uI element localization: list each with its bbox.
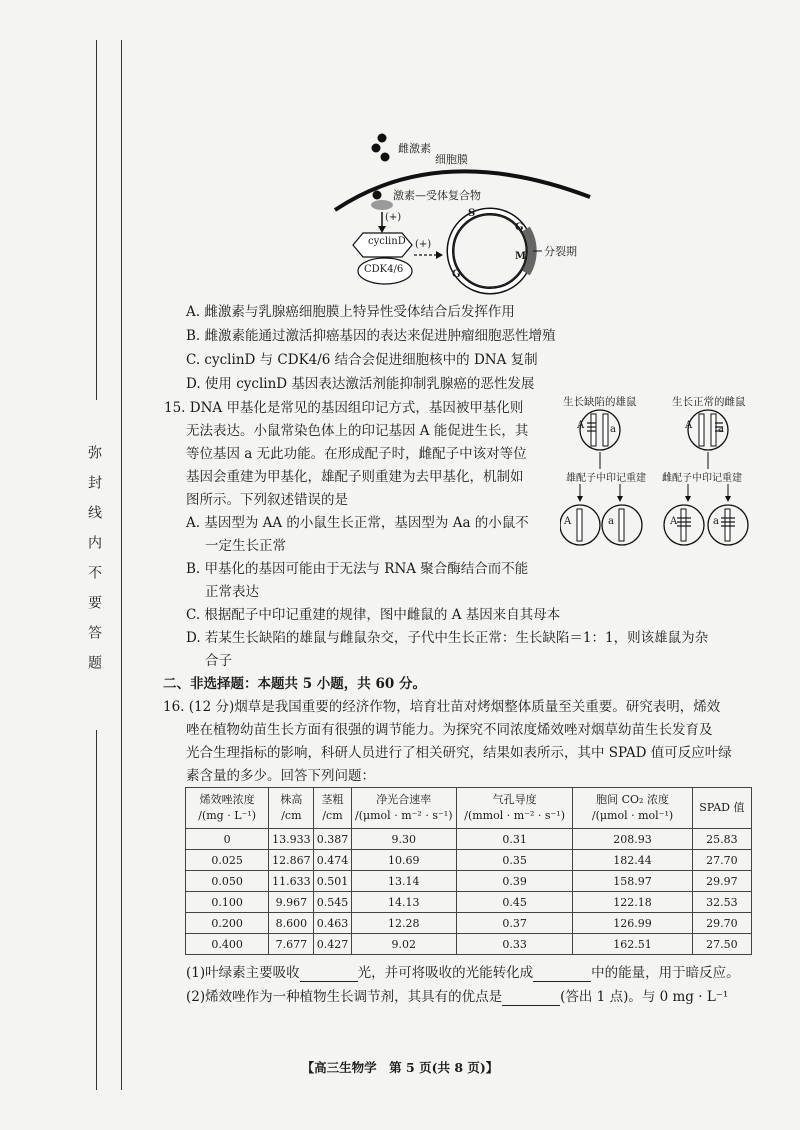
hormone-dot <box>381 153 390 162</box>
table-header-cell: 胞间 CO₂ 浓度 /(μmol · mol⁻¹) <box>573 788 692 829</box>
table-cell: 11.633 <box>269 871 314 892</box>
table-cell: 0.501 <box>314 871 351 892</box>
phase-g1-label: G <box>452 269 461 280</box>
q15-stem-line: 基因会重建为甲基化，雄配子则重建为去甲基化，机制如 <box>186 469 524 485</box>
cdk-label: CDK4/6 <box>364 264 404 275</box>
table-cell: 32.53 <box>692 892 751 913</box>
table-cell: 9.967 <box>269 892 314 913</box>
q15-allele-label: a <box>610 424 616 435</box>
q16-sub2-part2: (答出 1 点)。与 0 mg · L⁻¹ <box>560 989 729 1005</box>
table-cell: 208.93 <box>573 829 692 850</box>
binding-line-inner <box>121 40 122 1090</box>
hormone-dot <box>378 134 387 143</box>
table-cell: 13.933 <box>269 829 314 850</box>
table-cell: 12.867 <box>269 850 314 871</box>
cyclin-label: cyclinD <box>368 236 406 247</box>
q14-option-b: B. 雌激素能通过激活抑癌基因的表达来促进肿瘤细胞恶性增殖 <box>186 328 556 344</box>
q16-data-table <box>185 787 752 955</box>
table-cell: 158.97 <box>573 871 692 892</box>
q15-stem-line: 15. DNA 甲基化是常见的基因组印记方式，基因被甲基化则 <box>164 400 524 416</box>
table-cell: 0.474 <box>314 850 351 871</box>
table-row <box>186 829 752 850</box>
q15-left-caption: 雄配子中印记重建 <box>566 469 646 484</box>
q15-gamete-allele: a <box>713 516 719 527</box>
table-header-cell: 净光合速率 /(μmol · m⁻² · s⁻¹) <box>351 788 456 829</box>
table-cell: 182.44 <box>573 850 692 871</box>
q16-sub2-part1: (2)烯效唑作为一种植物生长调节剂，其具有的优点是 <box>186 989 503 1005</box>
q16-stem-line: 光合生理指标的影响，科研人员进行了相关研究，结果如表所示，其中 SPAD 值可反应叶绿 <box>186 745 732 761</box>
table-cell: 9.02 <box>351 934 456 955</box>
plus-label-vertical: (+) <box>385 212 402 223</box>
table-cell: 0.45 <box>456 892 572 913</box>
table-cell: 0.200 <box>186 913 269 934</box>
table-row <box>186 871 752 892</box>
q15-stem-line: 图所示。下列叙述错误的是 <box>186 492 348 508</box>
complex-label: 激素—受体复合物 <box>393 189 481 202</box>
q16-stem-line: 16. (12 分)烟草是我国重要的经济作物，培育壮苗对烤烟整体质量至关重要。研究表明，烯效 <box>163 699 721 715</box>
table-cell: 126.99 <box>573 913 692 934</box>
table-cell: 0.39 <box>456 871 572 892</box>
q15-option-b: B. 甲基化的基因可能由于无法与 RNA 聚合酶结合而不能 <box>186 561 529 577</box>
table-cell: 0 <box>186 829 269 850</box>
table-cell: 27.50 <box>692 934 751 955</box>
answer-blank-2[interactable] <box>533 965 591 982</box>
q15-stem-line: 等位基因 a 无此功能。在形成配子时，雌配子中该对等位 <box>186 446 527 462</box>
q16-stem-line: 素含量的多少。回答下列问题： <box>186 768 375 784</box>
table-row <box>186 934 752 955</box>
table-header-row <box>186 788 752 829</box>
table-row <box>186 850 752 871</box>
phase-s-label: S <box>468 208 476 219</box>
q15-gamete-allele: a <box>608 516 614 527</box>
table-cell: 162.51 <box>573 934 692 955</box>
binding-strip-text: 弥封线内不要答题 <box>79 400 109 730</box>
table-cell: 13.14 <box>351 871 456 892</box>
q15-left-title: 生长缺陷的雄鼠 <box>563 396 637 408</box>
table-cell: 10.69 <box>351 850 456 871</box>
table-body <box>186 829 752 955</box>
table-cell: 0.427 <box>314 934 351 955</box>
table-cell: 0.400 <box>186 934 269 955</box>
q15-allele-label: a <box>718 424 724 435</box>
hormone-dot <box>373 191 382 200</box>
table-cell: 0.545 <box>314 892 351 913</box>
q15-right-title: 生长正常的雌鼠 <box>672 396 746 408</box>
page-footer: 【高三生物学 第 5 页(共 8 页)】 <box>301 1060 499 1075</box>
q15-option-c: C. 根据配子中印记重建的规律，图中雌鼠的 A 基因来自其母本 <box>186 607 561 623</box>
table-cell: 29.70 <box>692 913 751 934</box>
table-cell: 0.050 <box>186 871 269 892</box>
q15-gamete-allele: A <box>564 516 572 527</box>
q16-sub2 <box>186 985 728 1006</box>
q16-sub1-part2: 光，并可将吸收的光能转化成 <box>357 965 534 981</box>
q15-allele-label: A <box>577 420 585 431</box>
mitosis-label: 分裂期 <box>544 245 577 258</box>
q15-option-d: D. 若某生长缺陷的雄鼠与雌鼠杂交，子代中生长正常：生长缺陷＝1：1，则该雄鼠为杂 <box>186 630 709 646</box>
table-cell: 14.13 <box>351 892 456 913</box>
table-cell: 0.31 <box>456 829 572 850</box>
q14-option-d: D. 使用 cyclinD 基因表达激活剂能抑制乳腺癌的恶性发展 <box>186 376 535 392</box>
table-cell: 0.35 <box>456 850 572 871</box>
q14-option-c: C. cyclinD 与 CDK4/6 结合会促进细胞核中的 DNA 复制 <box>186 352 538 368</box>
q15-allele-label: A <box>685 420 693 431</box>
table-cell: 0.100 <box>186 892 269 913</box>
table-cell: 7.677 <box>269 934 314 955</box>
table-cell: 29.97 <box>692 871 751 892</box>
table-cell: 25.83 <box>692 829 751 850</box>
q16-sub1-part3: 中的能量，用于暗反应。 <box>591 965 740 981</box>
table-row <box>186 913 752 934</box>
table-row <box>186 892 752 913</box>
table-cell: 12.28 <box>351 913 456 934</box>
plus-label-horizontal: (+) <box>415 239 432 250</box>
q15-option-b-cont: 正常表达 <box>205 584 259 600</box>
membrane-label: 细胞膜 <box>435 153 468 166</box>
q16-stem-line: 唑在植物幼苗生长方面有很强的调节能力。为探究不同浓度烯效唑对烟草幼苗生长发育及 <box>186 722 713 738</box>
table-header-cell: 气孔导度 /(mmol · m⁻² · s⁻¹) <box>456 788 572 829</box>
table-cell: 0.387 <box>314 829 351 850</box>
q14-option-a: A. 雌激素与乳腺癌细胞膜上特异性受体结合后发挥作用 <box>186 304 515 320</box>
table-header-cell: 茎粗 /cm <box>314 788 351 829</box>
q15-gamete-allele: A <box>670 516 678 527</box>
q16-sub1-part1: (1)叶绿素主要吸收 <box>186 965 300 981</box>
table-cell: 122.18 <box>573 892 692 913</box>
table-cell: 0.37 <box>456 913 572 934</box>
q15-option-a-cont: 一定生长正常 <box>205 538 286 554</box>
receptor-complex <box>371 200 393 210</box>
phase-g2-label: G <box>515 222 524 233</box>
section-title: 二、非选择题：本题共 5 小题，共 60 分。 <box>163 676 426 692</box>
table-header-cell: 株高 /cm <box>269 788 314 829</box>
q15-right-caption: 雌配子中印记重建 <box>662 469 742 484</box>
answer-blank-3[interactable] <box>502 989 560 1006</box>
table-cell: 9.30 <box>351 829 456 850</box>
phase-m-label: M <box>515 251 527 262</box>
table-cell: 8.600 <box>269 913 314 934</box>
hormone-dot <box>372 144 381 153</box>
table-cell: 27.70 <box>692 850 751 871</box>
q15-stem-line: 无法表达。小鼠常染色体上的印记基因 A 能促进生长，其 <box>186 423 529 439</box>
table-header-cell: SPAD 值 <box>692 788 751 829</box>
answer-blank-1[interactable] <box>300 965 358 982</box>
q15-option-a: A. 基因型为 AA 的小鼠生长正常，基因型为 Aa 的小鼠不 <box>186 515 529 531</box>
table-header-cell: 烯效唑浓度 /(mg · L⁻¹) <box>186 788 269 829</box>
q15-option-d-cont: 合子 <box>205 653 232 669</box>
table-cell: 0.463 <box>314 913 351 934</box>
table-cell: 0.33 <box>456 934 572 955</box>
hormone-label: 雌激素 <box>398 142 431 155</box>
q16-sub1 <box>186 961 740 982</box>
table-cell: 0.025 <box>186 850 269 871</box>
